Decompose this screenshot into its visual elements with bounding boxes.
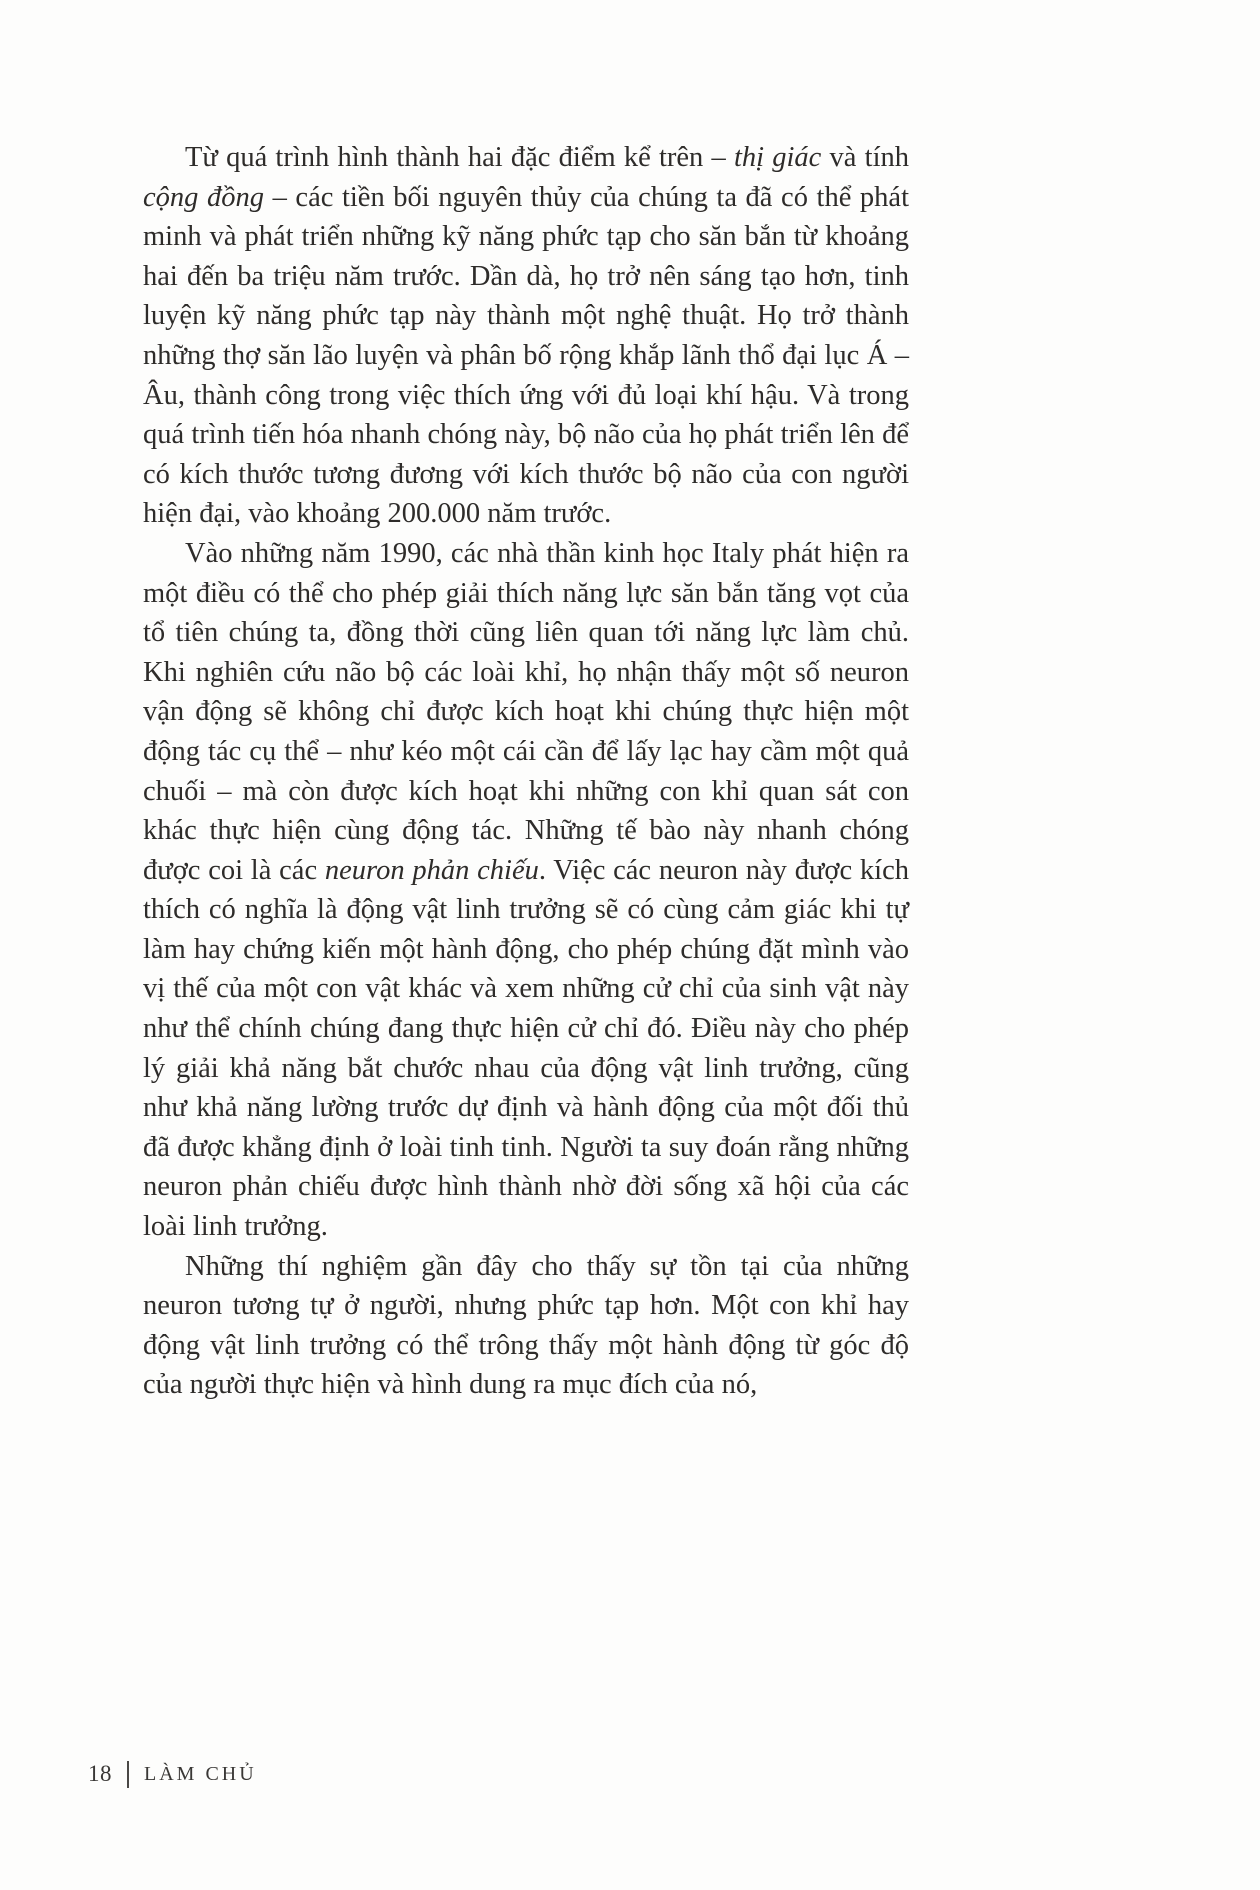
paragraph-3 (143, 1247, 909, 1405)
text-run: – các tiền bối nguyên thủy của chúng ta đã có thể phát minh và phát triển những kỹ năng phức tạp cho săn bắn từ khoảng hai đến ba triệu năm trước. Dần dà, họ trở nên sáng tạo hơn, tinh luyện kỹ năng phức tạp này thành một nghệ thuật. Họ trở thành những thợ săn lão luyện và phân bố rộng khắp lãnh thổ đại lục Á – Âu, thành công trong việc thích ứng với đủ loại khí hậu. Và trong quá trình tiến hóa nhanh chóng này, bộ não của họ phát triển lên để có kích thước tương đương với kích thước bộ não của con người hiện đại, vào khoảng 200.000 năm trước. (143, 181, 910, 530)
page-number: 18 (88, 1761, 112, 1786)
paragraph-1 (143, 138, 909, 534)
text-run: Vào những năm 1990, các nhà thần kinh học Italy phát hiện ra một điều có thể cho phép giải thích năng lực săn bắn tăng vọt của tổ tiên chúng ta, đồng thời cũng liên quan tới năng lực làm chủ. Khi nghiên cứu não bộ các loài khỉ, họ nhận thấy một số neuron vận động sẽ không chỉ được kích hoạt khi chúng thực hiện một động tác cụ thể – như kéo một cái cần để lấy lạc hay cầm một quả chuối – mà còn được kích hoạt khi những con khỉ quan sát con khác thực hiện cùng động tác. Những tế bào này nhanh chóng được coi là các (143, 537, 909, 886)
page-footer (88, 1756, 257, 1792)
footer-divider-line (127, 1761, 129, 1788)
italic-text-run: neuron phản chiếu (324, 854, 539, 886)
running-title: LÀM CHỦ (144, 1762, 257, 1785)
text-run: Những thí nghiệm gần đây cho thấy sự tồn tại của những neuron tương tự ở người, nhưng phức tạp hơn. Một con khỉ hay động vật linh trưởng có thể trông thấy một hành động từ góc độ của người thực hiện và hình dung ra mục đích của nó, (143, 1250, 909, 1401)
text-run: Từ quá trình hình thành hai đặc điểm kể trên – (185, 142, 734, 173)
text-run: và tính (821, 142, 909, 173)
italic-text-run: thị giác (733, 142, 822, 173)
page-text-block (143, 138, 909, 1405)
italic-text-run: cộng đồng (143, 181, 264, 213)
paragraph-2 (143, 534, 909, 1247)
text-run: . Việc các neuron này được kích thích có nghĩa là động vật linh trưởng sẽ có cùng cảm giác khi tự làm hay chứng kiến một hành động, cho phép chúng đặt mình vào vị thế của một con vật khác và xem những cử chỉ của sinh vật này như thể chính chúng đang thực hiện cử chỉ đó. Điều này cho phép lý giải khả năng bắt chước nhau của động vật linh trưởng, cũng như khả năng lường trước dự định và hành động của một đối thủ đã được khẳng định ở loài tinh tinh. Người ta suy đoán rằng những neuron phản chiếu được hình thành nhờ đời sống xã hội của các loài linh trưởng. (143, 854, 909, 1243)
